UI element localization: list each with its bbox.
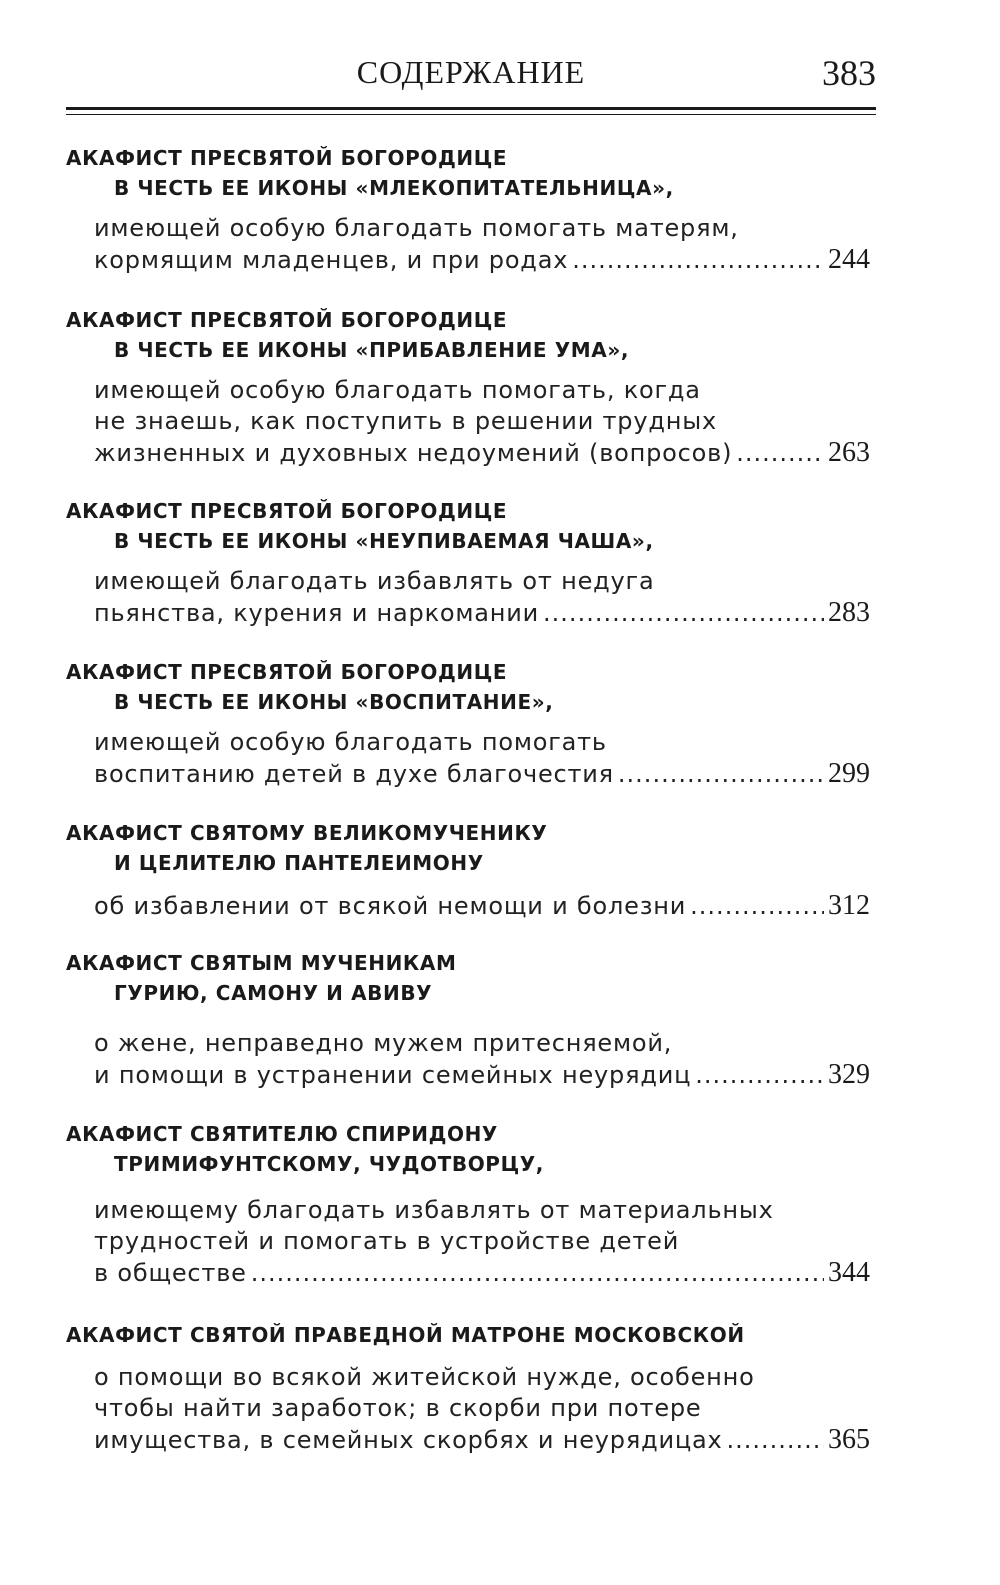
toc-entry <box>66 305 876 469</box>
entry-desc-last-line <box>94 890 870 922</box>
entry-desc-text: воспитанию детей в духе благочестия <box>94 760 614 788</box>
entry-description <box>66 1195 876 1289</box>
entry-page-number: 365 <box>828 1424 870 1455</box>
header-rule-thick <box>66 107 876 110</box>
entry-description <box>66 566 876 629</box>
entry-title-line1: АКАФИСТ ПРЕСВЯТОЙ БОГОРОДИЦЕ <box>66 146 508 170</box>
entry-title-line1: АКАФИСТ СВЯТЫМ МУЧЕНИКАМ <box>66 951 457 975</box>
entry-description <box>66 1028 876 1091</box>
toc-entry <box>66 948 876 1091</box>
toc-entry <box>66 657 876 790</box>
entry-desc-text: в обществе <box>94 1259 247 1287</box>
header-rule-thin <box>66 114 876 115</box>
toc-entry <box>66 496 876 629</box>
entry-page-number: 244 <box>828 244 870 275</box>
entry-title-line1: АКАФИСТ ПРЕСВЯТОЙ БОГОРОДИЦЕ <box>66 308 508 332</box>
entry-desc-line: не знаешь, как поступить в решении трудных <box>94 407 717 435</box>
dot-leader <box>695 1060 824 1091</box>
entry-description <box>66 213 876 276</box>
entry-desc-last-line <box>94 437 870 469</box>
dot-leader <box>251 1258 824 1289</box>
entry-title-line2: В ЧЕСТЬ ЕЕ ИКОНЫ «ПРИБАВЛЕНИЕ УМА», <box>114 338 630 362</box>
entry-page-number: 329 <box>828 1059 870 1090</box>
entry-desc-last-line <box>94 1059 870 1091</box>
page-number: 383 <box>822 53 876 93</box>
entry-desc-line: имеющему благодать избавлять от материальных <box>94 1196 774 1224</box>
entry-desc-text: об избавлении от всякой немощи и болезни <box>94 892 687 920</box>
entry-title-line1: АКАФИСТ СВЯТОМУ ВЕЛИКОМУЧЕНИКУ <box>66 821 548 845</box>
page-title: СОДЕРЖАНИЕ <box>356 54 586 90</box>
entry-page-number: 344 <box>828 1257 870 1288</box>
dot-leader <box>727 1425 824 1456</box>
entry-title-line1: АКАФИСТ СВЯТИТЕЛЮ СПИРИДОНУ <box>66 1122 498 1146</box>
entry-title-line1: АКАФИСТ ПРЕСВЯТОЙ БОГОРОДИЦЕ <box>66 660 508 684</box>
entry-title-line2: ТРИМИФУНТСКОМУ, ЧУДОТВОРЦУ, <box>114 1152 544 1176</box>
entry-desc-line: чтобы найти заработок; в скорби при потере <box>94 1394 702 1422</box>
entry-desc-line: трудностей и помогать в устройстве детей <box>94 1227 680 1255</box>
entry-title-line2: В ЧЕСТЬ ЕЕ ИКОНЫ «ВОСПИТАНИЕ», <box>114 690 554 714</box>
entry-description <box>66 890 876 922</box>
entry-description <box>66 1362 876 1456</box>
dot-leader <box>543 598 824 629</box>
running-header <box>66 50 876 106</box>
entry-desc-text: и помощи в устранении семейных неурядиц <box>94 1061 692 1089</box>
entry-description <box>66 375 876 469</box>
entry-desc-text: имущества, в семейных скорбях и неурядицах <box>94 1426 723 1454</box>
entry-page-number: 299 <box>828 758 870 789</box>
entry-desc-text: пьянства, курения и наркомании <box>94 599 540 627</box>
dot-leader <box>572 245 824 276</box>
entry-desc-last-line <box>94 1424 870 1456</box>
entry-title-line2: В ЧЕСТЬ ЕЕ ИКОНЫ «МЛЕКОПИТАТЕЛЬНИЦА», <box>114 176 674 200</box>
entry-title-line2: И ЦЕЛИТЕЛЮ ПАНТЕЛЕИМОНУ <box>114 851 484 875</box>
entry-title-line1: АКАФИСТ СВЯТОЙ ПРАВЕДНОЙ МАТРОНЕ МОСКОВСКОЙ <box>66 1323 745 1347</box>
entry-title-line2: ГУРИЮ, САМОНУ И АВИВУ <box>114 981 433 1005</box>
entry-title-line1: АКАФИСТ ПРЕСВЯТОЙ БОГОРОДИЦЕ <box>66 499 508 523</box>
entry-desc-last-line <box>94 1257 870 1289</box>
dot-leader <box>736 438 824 469</box>
entry-page-number: 312 <box>828 890 870 921</box>
entry-desc-text: жизненных и духовных недоумений (вопросов) <box>94 439 733 467</box>
entry-desc-line: имеющей особую благодать помогать, когда <box>94 376 701 404</box>
entry-desc-last-line <box>94 597 870 629</box>
toc-entry <box>66 818 876 922</box>
entry-desc-line: о жене, неправедно мужем притесняемой, <box>94 1029 673 1057</box>
toc-entry <box>66 1320 876 1456</box>
dot-leader <box>618 759 824 790</box>
entry-desc-line: имеющей особую благодать помогать матерям, <box>94 214 739 242</box>
entry-page-number: 283 <box>828 597 870 628</box>
entry-desc-line: имеющей особую благодать помогать <box>94 728 607 756</box>
toc-entry <box>66 1119 876 1289</box>
dot-leader <box>690 891 824 922</box>
entry-description <box>66 727 876 790</box>
entry-desc-last-line <box>94 758 870 790</box>
entry-page-number: 263 <box>828 437 870 468</box>
toc-entry <box>66 143 876 276</box>
entry-title-line2: В ЧЕСТЬ ЕЕ ИКОНЫ «НЕУПИВАЕМАЯ ЧАША», <box>114 529 654 553</box>
entry-desc-line: имеющей благодать избавлять от недуга <box>94 567 655 595</box>
entry-desc-last-line <box>94 244 870 276</box>
entry-desc-text: кормящим младенцев, и при родах <box>94 246 569 274</box>
entry-desc-line: о помощи во всякой житейской нужде, особенно <box>94 1363 755 1391</box>
